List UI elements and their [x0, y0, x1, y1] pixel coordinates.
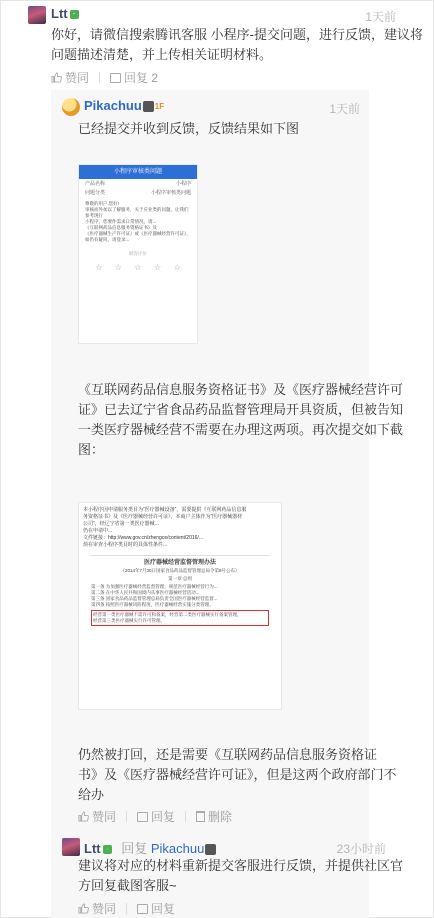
like-label: 赞同	[65, 71, 90, 85]
avatar[interactable]	[62, 98, 80, 116]
reply-time: 23小时前	[336, 842, 386, 856]
like-button[interactable]	[78, 808, 116, 825]
divider	[99, 72, 100, 83]
reply-time: 1天前	[329, 102, 360, 116]
reply-label: 回复 2	[124, 71, 159, 85]
reply-username[interactable]: Ltt	[84, 841, 101, 856]
comment-username[interactable]: Ltt ·	[51, 6, 79, 21]
reply-icon	[137, 904, 148, 914]
delete-button[interactable]	[196, 808, 232, 825]
reply-actions	[78, 808, 232, 825]
attachment-image[interactable]	[78, 502, 282, 710]
image-text: 本小程序因申请服务类目为“医疗器械设备”，需要提供《互联网药品信息服 务资格证书》及《医疗器械经营许可证》，本商户主体作为“医疗器械器材 公司”，经辽宁省第一类医疗器械... 仍在申请中... 文件链接：http://www.gov.cn/zhengce/content/2016/... 烦在审查小程序类目时的具体性条件...	[83, 507, 247, 548]
rating-stars: ☆ ☆ ☆ ☆ ☆	[95, 263, 181, 272]
avatar[interactable]	[28, 6, 46, 24]
reply-header	[84, 838, 216, 857]
trash-icon	[196, 811, 205, 822]
reply-paragraph: 《互联网药品信息服务资格证书》及《医疗器械经营许可 证》已去辽宁省食品药品监督管理局开具资质，但被告知 一类医疗器械经营不需要在办理这两项。再次提交如下截 图：	[78, 382, 404, 457]
reply-text: 建议将对应的材料重新提交客服进行反馈，并提供社区官 方回复截图客服~	[78, 858, 404, 893]
image-titlebar: 小程序审核类问题	[79, 165, 197, 179]
image-body: 尊敬的用户,您好! 审核而外加以了解服务，关于应业类的问题，让我们参考现行 小程序，您要件需求日常情况，请... 《互联网药品信息服务资格证书》及 《医疗器械生产许可证》或《医疗器械经营许可证》， 如仍有疑问，请登录...	[85, 201, 191, 242]
reply-button[interactable]	[110, 69, 158, 86]
like-button[interactable]	[51, 69, 89, 86]
vip-icon	[205, 844, 216, 855]
reply-word: 回复	[121, 841, 148, 856]
image-row: 产品名称 小程序	[85, 181, 191, 187]
comment-text	[51, 25, 423, 65]
highlight-box: 经营第一类医疗器械不需许可和备案，经营第二类医疗器械实行备案管理， 经营第三类医疗器械实行许可管理。	[91, 610, 269, 626]
comment-actions	[51, 69, 158, 86]
comment-time: 1天前	[365, 10, 396, 24]
regulation-document: 医疗器械经营监督管理办法 （2014年7月30日国家食品药品监督管理总局令第8号公布） 第一章 总则 第一条 为加强医疗器械经营监督管理，规范医疗器械经营行为... 第二条 在中华人民共和国境内从事医疗器械经营活动... 第三条 国家食品药品监督管理总局负责全国医疗器械经营监督... 第四条 按照医疗器械风险程度，医疗器械经营实施分类管理。 经营第一类医疗器械不需许可和备案，经营第二类医疗器械实行备案管理， 经营第三类医疗器械实行许可管理。	[91, 555, 269, 626]
reply-target-username[interactable]: Pikachuu	[150, 841, 205, 856]
reply-label: 回复	[151, 810, 176, 824]
image-row: 问题分类 小程序审核类问题	[85, 190, 191, 196]
divider	[126, 903, 127, 914]
reply-button[interactable]	[137, 808, 175, 825]
thumbs-up-icon	[78, 903, 89, 914]
attachment-image[interactable]	[78, 164, 198, 344]
avatar[interactable]	[62, 838, 80, 856]
reply-icon	[137, 812, 148, 822]
reply-actions	[78, 900, 175, 917]
level-badge-icon: ·	[103, 845, 112, 854]
reply-paragraph: 仍然被打回，还是需要《互联网药品信息服务资格证 书》及《医疗器械经营许可证》，但是这两个政府部门不 给办	[78, 747, 397, 802]
vip-icon	[143, 101, 154, 112]
like-label: 赞同	[92, 902, 117, 916]
floor-badge: 1F	[154, 102, 165, 112]
divider	[185, 811, 186, 822]
reply-text: 已经提交并收到反馈，反馈结果如下图	[78, 121, 300, 136]
reply-button[interactable]	[137, 900, 175, 917]
like-button[interactable]	[78, 900, 116, 917]
thumbs-up-icon	[78, 811, 89, 822]
divider	[126, 811, 127, 822]
level-badge-icon: ·	[70, 10, 79, 19]
like-label: 赞同	[92, 810, 117, 824]
comment-text-line: 问题描述清楚，并上传相关证明材料。	[51, 47, 273, 62]
reply-username[interactable]: Pikachuu 1F	[84, 98, 165, 113]
delete-label: 删除	[208, 810, 233, 824]
reply-label: 回复	[151, 902, 176, 916]
reply-icon	[110, 73, 121, 83]
thumbs-up-icon	[51, 72, 62, 83]
comment-text-line: 你好，请微信搜索腾讯客服 小程序-提交问题，进行反馈，建议将	[51, 27, 423, 42]
image-footer: 顾客评价	[129, 251, 147, 256]
